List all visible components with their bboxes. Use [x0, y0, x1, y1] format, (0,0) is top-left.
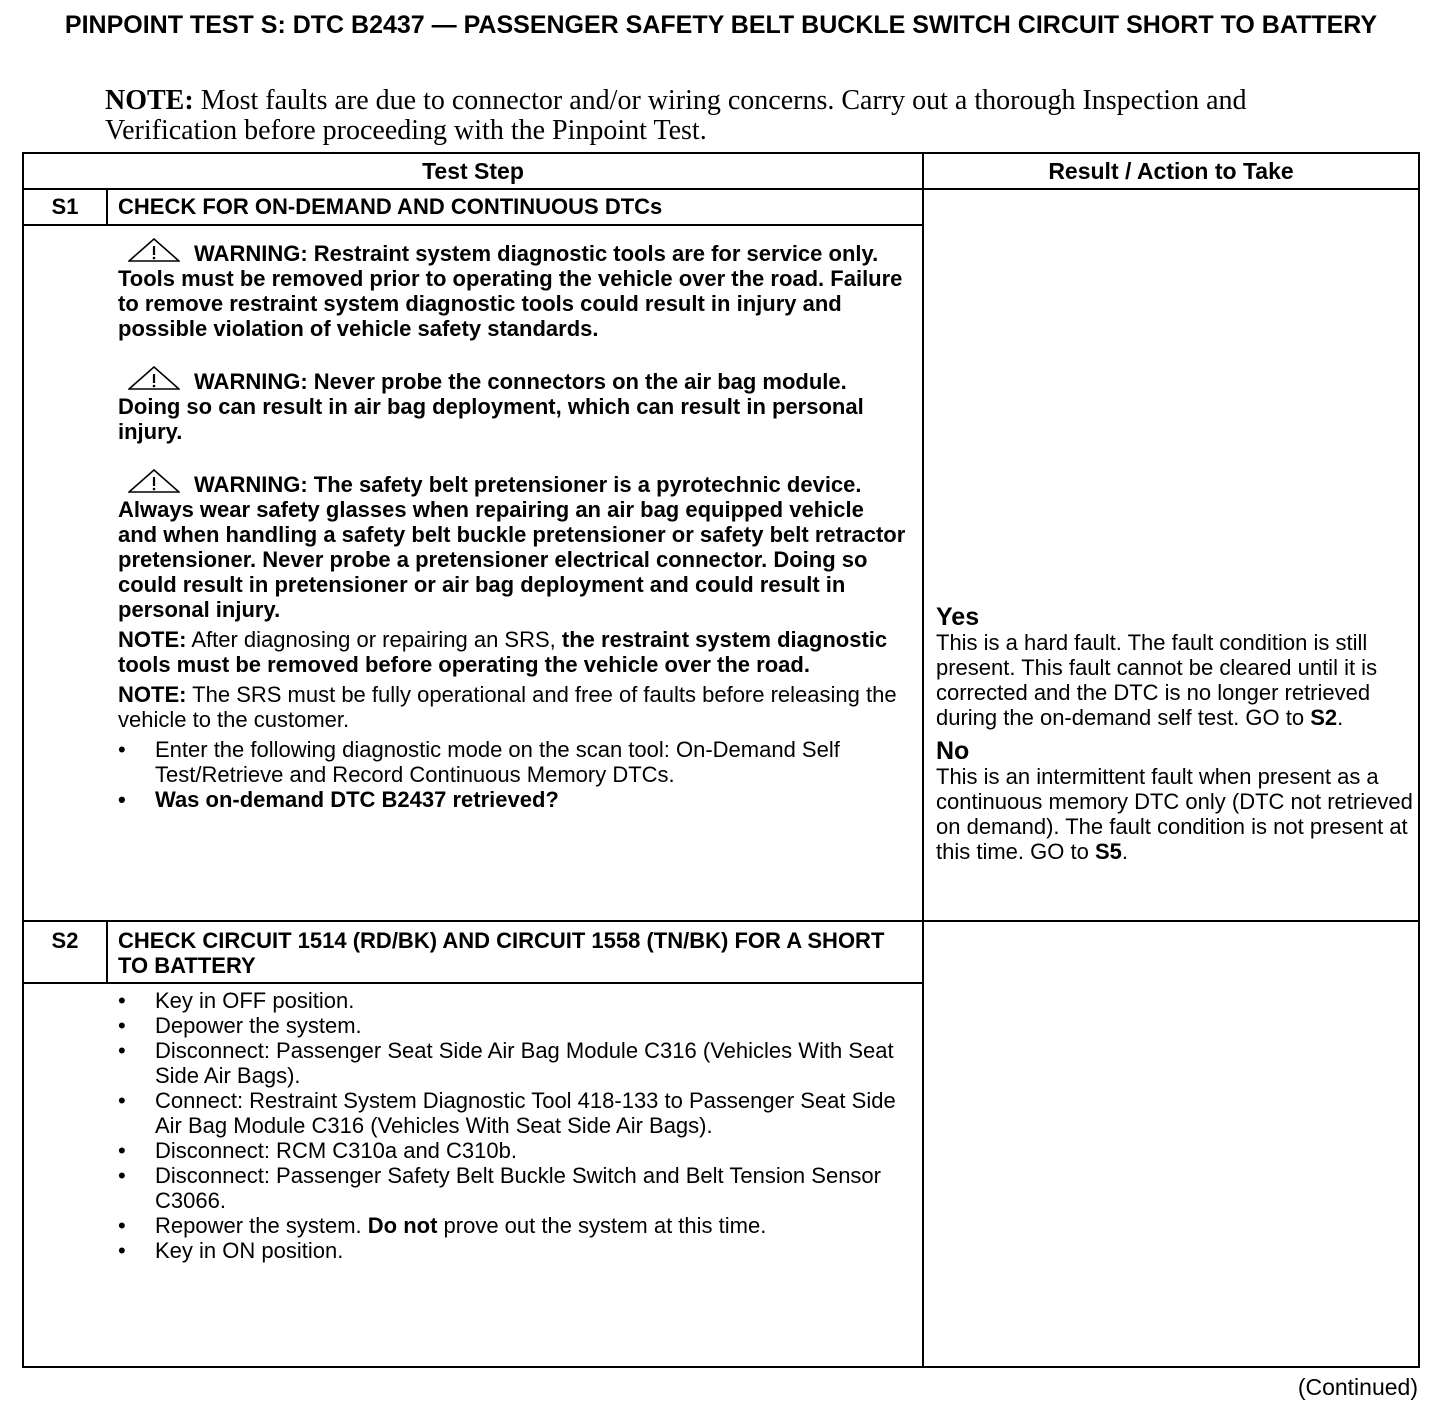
note-bold-text: the restraint system diagnostic tools must be removed before operating the vehicle over the road.: [118, 627, 888, 677]
column-divider: [922, 154, 924, 1366]
result-no-label: No: [936, 737, 970, 765]
step-bullets-s2: [118, 988, 908, 1263]
list-item: • Connect: Restraint System Diagnostic Tool 418-133 to Passenger Seat Side Air Bag Module C316 (Vehicles With Seat Side Air Bags).: [118, 1088, 908, 1138]
step-title-s2: CHECK CIRCUIT 1514 (RD/BK) AND CIRCUIT 1558 (TN/BK) FOR A SHORT TO BATTERY: [118, 928, 885, 978]
result-no-body: This is an intermittent fault when present as a continuous memory DTC only (DTC not retrieved on demand). The fault condition is not present at this time. GO to: [936, 764, 1413, 864]
repower-text: Repower the system.: [155, 1213, 368, 1238]
s2-row-divider: [24, 920, 1418, 922]
list-item: • Key in OFF position.: [118, 988, 908, 1013]
top-note: [105, 86, 1305, 146]
header-result: Result / Action to Take: [1048, 158, 1294, 184]
warning-triangle-icon: [128, 238, 180, 262]
warning-text: WARNING: Restraint system diagnostic tools are for service only. Tools must be removed prior to operating the vehicle over the road. Failure to remove restraint system diagnostic tools could result in injury and possible violation of vehicle safety standards.: [118, 241, 903, 341]
list-item: • Disconnect: RCM C310a and C310b.: [118, 1138, 908, 1163]
step-content-s2: [118, 988, 908, 1263]
header-divider: [24, 188, 1418, 190]
s1-title-divider: [24, 224, 922, 226]
step-bullets-s1: [118, 737, 908, 812]
page-title: PINPOINT TEST S: DTC B2437 — PASSENGER SAFETY BELT BUCKLE SWITCH CIRCUIT SHORT TO BATTERY: [64, 11, 1378, 39]
goto-link-s2[interactable]: S2: [1310, 705, 1338, 730]
step-id-s2: S2: [51, 928, 79, 953]
continued-label: (Continued): [1297, 1374, 1418, 1400]
warning-triangle-icon: [128, 366, 180, 390]
result-yes-label: Yes: [936, 603, 980, 631]
header-test-step: Test Step: [422, 158, 524, 184]
goto-link-s5[interactable]: S5: [1094, 839, 1122, 864]
step-id-s1: S1: [51, 194, 79, 219]
note-text: The SRS must be fully operational and free of faults before releasing the vehicle to the customer.: [118, 682, 897, 732]
s2-id-divider: [106, 920, 108, 982]
note-label: NOTE:: [118, 627, 187, 652]
pinpoint-test-table: [22, 152, 1420, 1368]
step-content-s1: [118, 238, 908, 812]
s1-id-divider: [106, 188, 108, 224]
result-yes-body: This is a hard fault. The fault condition is still present. This fault cannot be cleared until it is corrected and the DTC is no longer retrieved during the on-demand self test. GO to: [936, 630, 1378, 730]
warning-block: [118, 366, 908, 444]
note-srs-tools: [118, 627, 908, 677]
list-item: • Disconnect: Passenger Seat Side Air Bag Module C316 (Vehicles With Seat Side Air Bags).: [118, 1038, 908, 1088]
step-title-s1: CHECK FOR ON-DEMAND AND CONTINUOUS DTCs: [118, 194, 663, 219]
repower-text-2: prove out the system at this time.: [437, 1213, 767, 1238]
list-item: • Disconnect: Passenger Safety Belt Buckle Switch and Belt Tension Sensor C3066.: [118, 1163, 908, 1213]
top-note-label: NOTE:: [105, 85, 194, 116]
note-text: After diagnosing or repairing an SRS,: [186, 627, 562, 652]
repower-bold: Do not: [367, 1213, 438, 1238]
result-yes-text: This is a hard fault. The fault condition is still present. This fault cannot be cleared until it is corrected and the DTC is no longer retrieved during the on-demand self test. GO to S2.: [936, 630, 1378, 730]
top-note-text: Most faults are due to connector and/or wiring concerns. Carry out a thorough Inspection and Verification before proceeding with the Pinpoint Test.: [105, 85, 1247, 146]
warning-triangle-icon: [128, 469, 180, 493]
list-item: • Enter the following diagnostic mode on the scan tool: On-Demand Self Test/Retrieve and Record Continuous Memory DTCs.: [118, 737, 908, 787]
list-item: [118, 1213, 908, 1238]
warning-block: [118, 469, 908, 622]
result-no-text: This is an intermittent fault when present as a continuous memory DTC only (DTC not retrieved on demand). The fault condition is not present at this time. GO to S5.: [936, 764, 1413, 864]
list-item: • Key in ON position.: [118, 1238, 908, 1263]
warning-text: WARNING: Never probe the connectors on the air bag module. Doing so can result in air bag deployment, which can result in personal injury.: [118, 369, 864, 444]
list-item: • Depower the system.: [118, 1013, 908, 1038]
note-label: NOTE:: [118, 682, 187, 707]
result-s1: [936, 604, 1416, 872]
warning-block: [118, 238, 908, 341]
step-question: • Was on-demand DTC B2437 retrieved?: [118, 787, 908, 812]
warning-text: WARNING: The safety belt pretensioner is a pyrotechnic device. Always wear safety glasses when repairing an air bag equipped vehicle and when handling a safety belt buckle pretensioner or safety belt retractor pretensioner. Never probe a pretensioner electrical connector. Doing so could result in pretensioner or air bag deployment and could result in personal injury.: [118, 472, 906, 622]
note-srs-operational: [118, 682, 908, 732]
s2-title-divider: [24, 982, 922, 984]
